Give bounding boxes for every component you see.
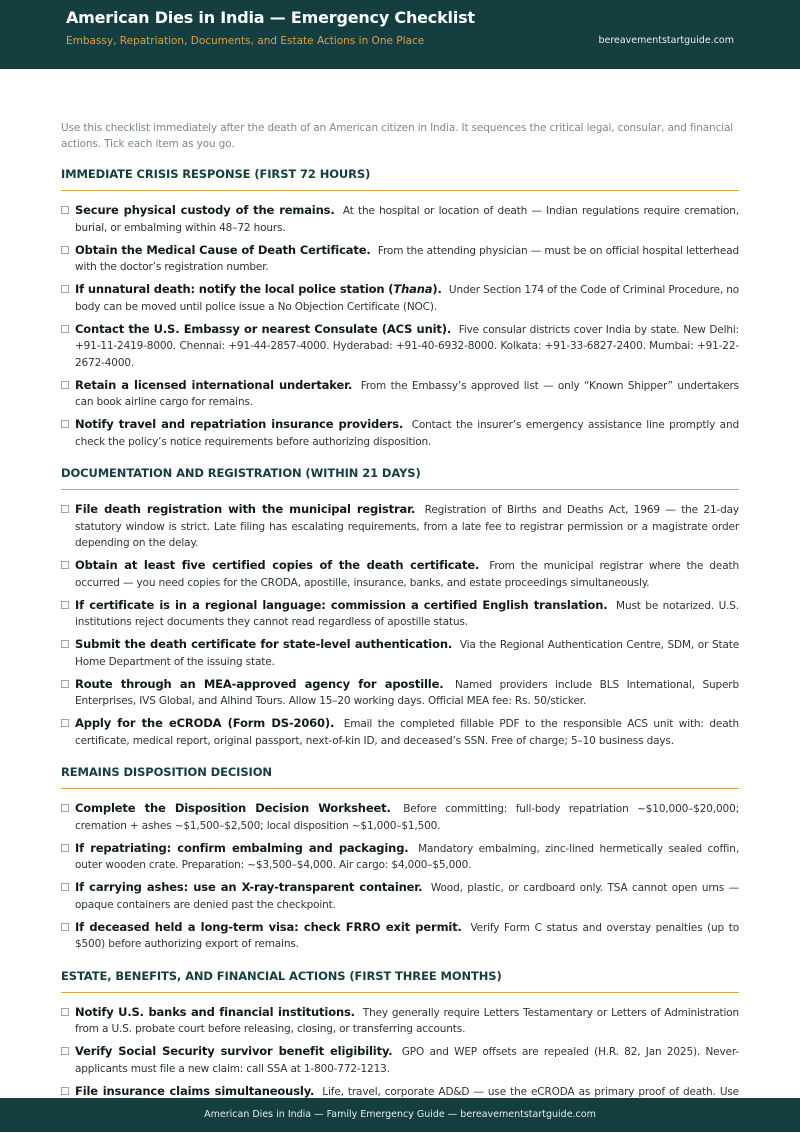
checklist-item [61,321,739,372]
checkbox[interactable] [61,719,69,727]
page-title: American Dies in India — Emergency Checklist [66,8,475,27]
item-heading: Secure physical custody of the remains. [75,203,335,217]
item-heading: Contact the U.S. Embassy or nearest Consulate (ACS unit). [75,321,452,336]
section-title: DOCUMENTATION AND REGISTRATION (WITHIN 21 DAYS) [61,466,739,490]
item-heading-emphasis: Thana [393,282,433,296]
item-description: Life, travel, corporate AD&D — use the eCRODA as primary proof of death. Use [322,1085,739,1098]
item-description: Verify Form C status and overstay penalties (up to $500) before authorizing export of remains. [75,921,739,950]
item-description: Five consular districts cover India by state. New Delhi: +91-11-2419-8000. Chennai: +91-44-2857-4000. Hyderabad: +91-40-6932-8000. Kolkata: +91-33-6827-2400. Mumbai: +91-22-2672-4000. [75,323,739,369]
checkbox[interactable] [61,804,69,812]
checklist-section [61,466,739,749]
checklist-item [61,800,739,834]
checklist-item [61,840,739,874]
item-heading: Verify Social Security survivor benefit eligibility. [75,1044,393,1058]
checklist-item [61,416,739,450]
checkbox[interactable] [61,1047,69,1055]
item-description: GPO and WEP offsets are repealed (H.R. 82, Jan 2025). Never-applicants must file a new claim: call SSA at 1-800-772-1213. [75,1046,739,1075]
checkbox[interactable] [61,844,69,852]
item-heading: Retain a licensed international undertaker. [75,377,353,392]
page-footer: American Dies in India — Family Emergency Guide — bereavementstartguide.com [0,1098,800,1132]
item-heading: File death registration with the municipal registrar. [75,502,416,516]
item-heading: Apply for the eCRODA (Form DS-2060). [75,716,335,730]
item-description: They generally require Letters Testamentary or Letters of Administration from a U.S. probate court before releasing, closing, or transferring accounts. [75,1006,739,1035]
checkbox[interactable] [61,381,69,389]
item-description: Must be notarized. U.S. institutions reject documents they cannot read regardless of apostille status. [75,599,739,628]
item-description: Via the Regional Authentication Centre, SDM, or State Home Department of the issuing state. [75,639,739,668]
checkbox[interactable] [61,420,69,428]
item-description: From the municipal registrar where the death occurred — you need copies for the CRODA, apostille, insurance, banks, and estate proceedings simultaneously. [75,560,739,589]
item-description: Before committing: full-body repatriation ~$10,000–$20,000; cremation + ashes ~$1,500–$2,500; local disposition ~$1,000–$1,500. [75,803,739,832]
item-heading: Obtain at least five certified copies of the death certificate. [75,558,480,572]
site-url: bereavementstartguide.com [598,35,734,46]
checkbox[interactable] [61,505,69,513]
checklist-section [61,167,739,450]
item-heading: If repatriating: confirm embalming and packaging. [75,840,409,855]
item-description: From the attending physician — must be on official hospital letterhead with the doctor’s registration number. [75,244,740,273]
checklist-section [61,969,739,1117]
item-description: At the hospital or location of death — Indian regulations require cremation, burial, or embalming within 48–72 hours. [75,205,739,234]
item-heading: Notify U.S. banks and financial institutions. [75,1004,355,1019]
checklist-item [61,281,739,315]
checkbox[interactable] [61,206,69,214]
checklist-item [61,242,739,276]
checkbox[interactable] [61,923,69,931]
checklist-item [61,1004,739,1038]
section-title: ESTATE, BENEFITS, AND FINANCIAL ACTIONS (FIRST THREE MONTHS) [61,969,739,993]
item-heading: Complete the Disposition Decision Worksheet. [75,801,391,815]
item-description: From the Embassy’s approved list — only “Known Shipper” undertakers can book airline cargo for remains. [75,379,740,408]
checkbox[interactable] [61,640,69,648]
checklist-item [61,919,739,953]
checklist-item [61,1043,739,1077]
checklist-item [61,501,739,552]
item-description: Mandatory embalming, zinc-lined hermetically sealed coffin, outer wooden crate. Preparation: ~$3,500–$4,000. Air cargo: $4,000–$5,000. [75,842,740,871]
checklist-section [61,765,739,953]
checkbox[interactable] [61,1087,69,1095]
checkbox[interactable] [61,1008,69,1016]
item-heading: File insurance claims simultaneously. [75,1083,315,1098]
checkbox[interactable] [61,601,69,609]
item-description: Registration of Births and Deaths Act, 1969 — the 21-day statutory window is strict. Late filing has escalating requirements, from a late fee to registrar permission or a magistrate order depending on the delay. [75,504,739,549]
item-description: Wood, plastic, or cardboard only. TSA cannot open urns — opaque containers are denied past the checkpoint. [75,882,739,911]
section-title: IMMEDIATE CRISIS RESPONSE (FIRST 72 HOURS) [61,167,739,191]
section-title: REMAINS DISPOSITION DECISION [61,765,739,789]
checklist-item [61,715,739,749]
item-description: Under Section 174 of the Code of Criminal Procedure, no body can be moved until police issue a No Objection Certificate (NOC). [75,284,739,313]
checkbox[interactable] [61,883,69,891]
checklist-item [61,879,739,913]
item-heading: If certificate is in a regional language: commission a certified English translation. [75,597,608,612]
item-heading: If carrying ashes: use an X-ray-transparent container. [75,880,423,894]
item-heading: Obtain the Medical Cause of Death Certificate. [75,242,371,257]
item-description: Named providers include BLS International, Superb Enterprises, IVS Global, and Alhind Tours. Allow 15–20 working days. Official MEA fee: Rs. 50/sticker. [75,678,739,707]
checkbox[interactable] [61,561,69,569]
checkbox[interactable] [61,325,69,333]
checklist-item [61,676,739,710]
checklist-content [61,120,739,1133]
checkbox[interactable] [61,285,69,293]
checklist-item [61,202,739,236]
item-heading: Route through an MEA-approved agency for apostille. [75,676,444,691]
checklist-item [61,377,739,411]
item-heading: If deceased held a long-term visa: check FRRO exit permit. [75,919,462,934]
checklist-item [61,636,739,670]
checklist-item [61,597,739,631]
checkbox[interactable] [61,246,69,254]
item-description: Contact the insurer’s emergency assistance line promptly and check the policy’s notice requirements before authorizing disposition. [75,419,739,448]
intro-text: Use this checklist immediately after the death of an American citizen in India. It sequences the critical legal, consular, and financial actions. Tick each item as you go. [61,122,734,150]
checklist-item [61,557,739,591]
item-description: Email the completed fillable PDF to the responsible ACS unit with: death certificate, medical report, original passport, next-of-kin ID, and deceased’s SSN. Free of charge; 5–10 business days. [75,718,739,747]
item-heading: Submit the death certificate for state-level authentication. [75,637,453,651]
page-header [0,0,800,69]
item-heading: Notify travel and repatriation insurance providers. [75,417,404,431]
checklist-sections [61,167,739,1117]
page-subtitle: Embassy, Repatriation, Documents, and Estate Actions in One Place [66,35,425,47]
checkbox[interactable] [61,680,69,688]
item-heading: If unnatural death: notify the local police station (Thana). [75,282,442,296]
